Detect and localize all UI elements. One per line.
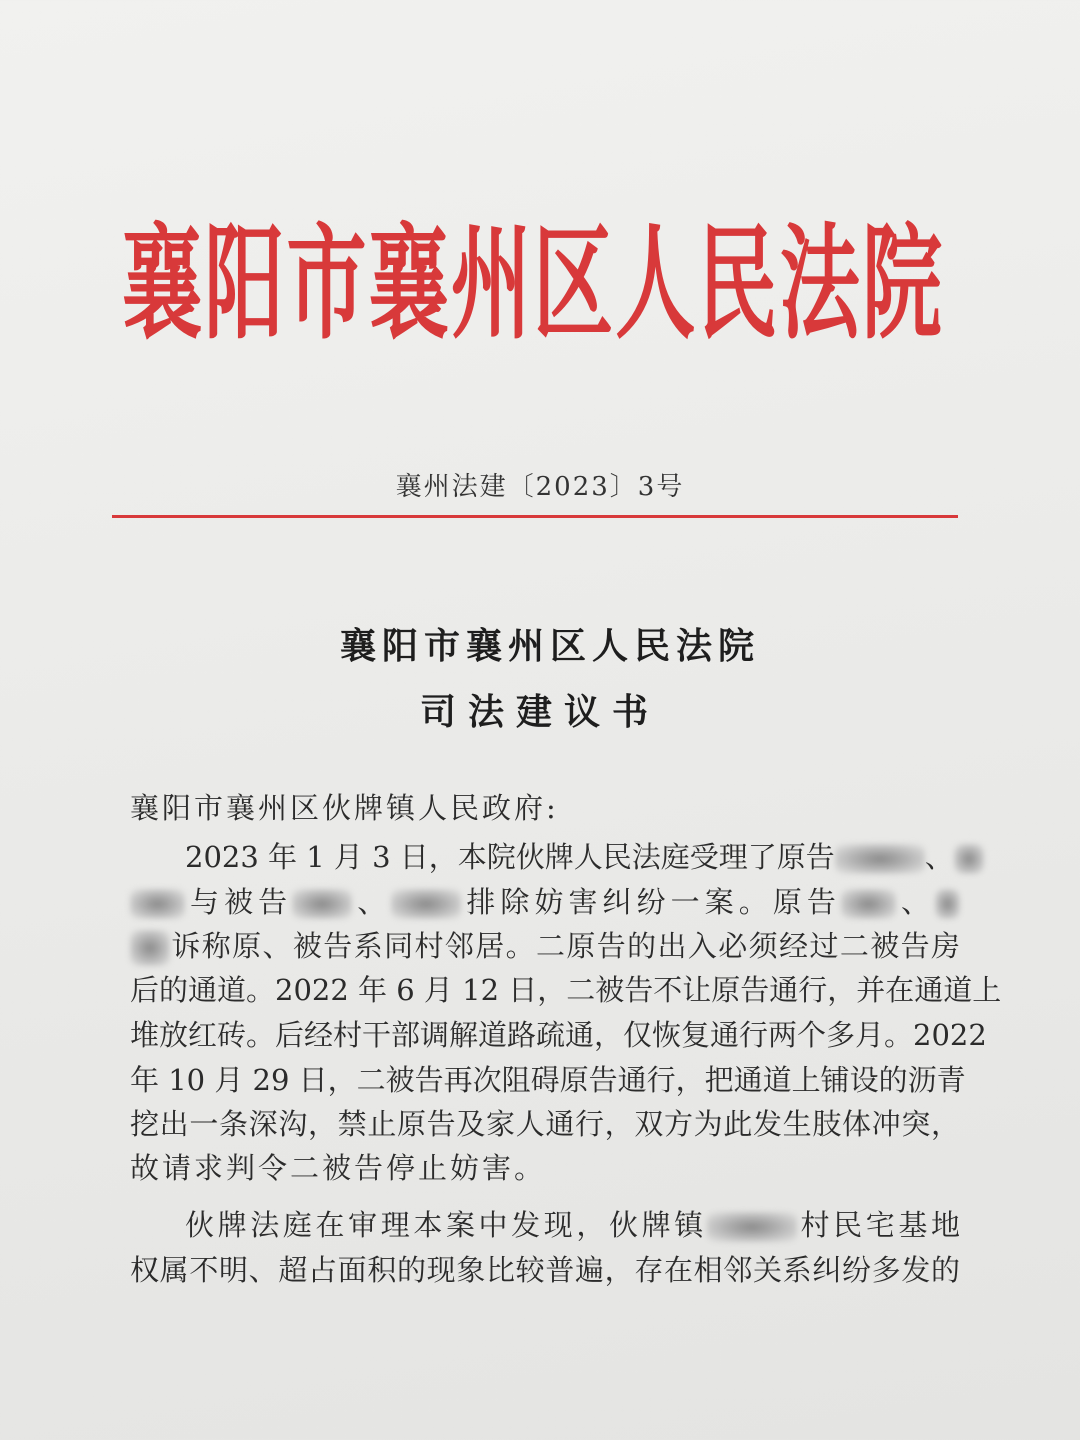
body-text: 村民宅基地: [796, 1208, 960, 1242]
letterhead-char: 州: [450, 210, 531, 357]
letterhead-char: 市: [286, 210, 367, 357]
letterhead-char: 人: [615, 210, 696, 357]
redacted-name: [835, 844, 925, 874]
letterhead-char: 法: [779, 210, 860, 357]
body-text: 、: [924, 840, 954, 874]
letterhead-char: 院: [861, 210, 942, 357]
redacted-name: [841, 889, 896, 919]
body-text: 2023 年 1 月 3 日，本院伙牌人民法庭受理了原告: [185, 840, 835, 874]
redacted-name: [391, 889, 461, 919]
addressee: 襄阳市襄州区伙牌镇人民政府:: [130, 791, 559, 825]
body-line: [130, 882, 960, 922]
body-text: 与被告: [185, 885, 293, 919]
redacted-name: [954, 844, 984, 874]
letterhead-char: 区: [533, 210, 614, 357]
letterhead-char: 襄: [368, 210, 449, 357]
redacted-name: [130, 930, 170, 966]
body-text: 排除妨害纠纷一案。原告: [461, 885, 841, 919]
body-line: [185, 1205, 960, 1245]
redacted-name: [292, 889, 352, 919]
red-divider: [112, 515, 958, 518]
letterhead-char: 民: [697, 210, 778, 357]
redacted-name: [935, 889, 960, 919]
body-line: 权属不明、超占面积的现象比较普遍，存在相邻关系纠纷多发的: [130, 1253, 960, 1287]
court-letterhead: [122, 210, 942, 357]
body-text: 、: [895, 885, 935, 919]
body-line: 堆放红砖。后经村干部调解道路疏通，仅恢复通行两个多月。2022: [130, 1018, 987, 1052]
body-line: [185, 837, 960, 877]
document-title-court: 襄阳市襄州区人民法院: [339, 625, 760, 667]
redacted-name: [130, 889, 185, 919]
redacted-village: [707, 1212, 797, 1242]
body-line: 挖出一条深沟，禁止原告及家人通行，双方为此发生肢体冲突，: [130, 1107, 960, 1141]
body-line: [130, 926, 960, 966]
body-text: 、: [352, 885, 392, 919]
document-title: 司法建议书: [419, 691, 660, 733]
body-line: 后的通道。2022 年 6 月 12 日，二被告不让原告通行，并在通道上: [130, 973, 1002, 1007]
document-number: 襄州法建〔2023〕3号: [395, 472, 685, 502]
body-text: 伙牌法庭在审理本案中发现，伙牌镇: [185, 1208, 707, 1242]
body-text: 诉称原、被告系同村邻居。二原告的出入必须经过二被告房: [170, 929, 960, 963]
body-line: 年 10 月 29 日，二被告再次阻碍原告通行，把通道上铺设的沥青: [130, 1063, 966, 1097]
body-line: 故请求判令二被告停止妨害。: [130, 1151, 547, 1185]
letterhead-char: 阳: [204, 210, 285, 357]
letterhead-char: 襄: [122, 210, 202, 357]
